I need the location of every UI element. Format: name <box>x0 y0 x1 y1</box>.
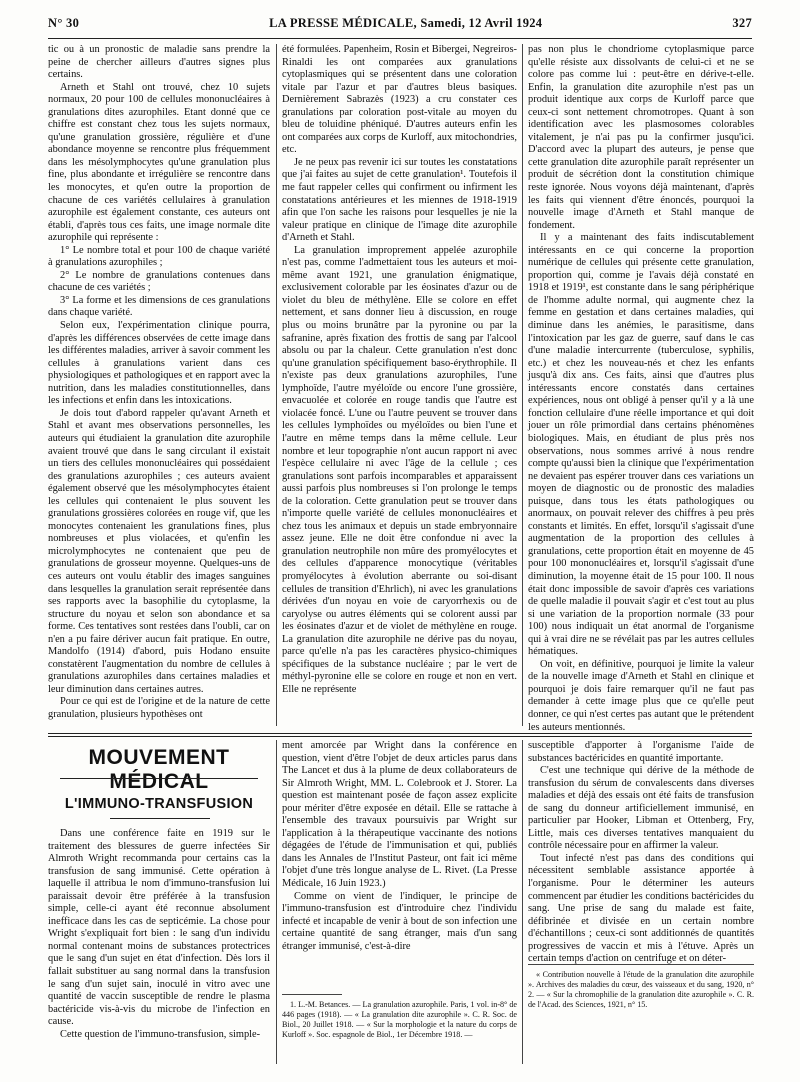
bottom-article-column-3 <box>528 740 754 965</box>
section-divider <box>48 733 752 734</box>
column-divider <box>276 740 277 1064</box>
bottom-article-column-1 <box>48 828 270 1064</box>
footnote-text: 1. L.-M. Betances. — La granulation azurophile. Paris, 1 vol. in-8° de 446 pages (1918). — « La granulation dite azurophile ». C. R. Soc. de Biol., 20 Juillet 1918. — « Sur la morphologie et la nature du corps de Kurloff ». Soc. espagnole de Biol., 1er Décembre 1918. — <box>282 1000 517 1040</box>
paragraph: susceptible d'apporter à l'organisme l'aide de substances bactéricides en quantité importante. <box>528 740 754 764</box>
paragraph: Je dois tout d'abord rappeler qu'avant Arneth et Stahl et avant mes observations personnelles, les auteurs qui étudiaient la granulation dite azurophile avaient trouvé que dans le sang circulant il existait un tiers des cellules mononucléaires qui possédaient des granulations azurophiles ; ces auteurs avaient également observé que les mésolymphocytes étaient les cellules qui contenaient le plus souvent les granulations grossières colorées en rouge vif, que les monocytes contenaient les granulations fines, plus nombreuses et plus violacées, et qu'enfin les microlymphocytes ne contenaient que peu de granulations de grosseur moyenne. Quelques-uns de ces auteurs ont voulu établir des images sanguines dans lesquelles la granulation serait représentée dans ses rapports avec la basophilie du cytoplasme, la structure du noyau et selon son abondance et sa forme. Ces tentatives sont restées dans l'oubli, car on n'en a pu faire dériver aucun fait pratique. En outre, Mandolfo (1914) d'abord, puis Hodano ensuite constatèrent l'augmentation du nombre de cellules à granulations azurophiles dans certaines maladies et leur diminution dans certaines autres. <box>48 407 270 695</box>
footnote <box>528 970 754 1060</box>
paragraph: pas non plus le chondriome cytoplasmique parce qu'elle résiste aux dissolvants de celui-ci et ne se colore pas comme lui : peut-être en dérive-t-elle. Enfin, la granulation dite azurophile n'est pas un produit identique aux corps de Kurloff parce que ceux-ci sont nettement chromotropes. Quant à son identification avec les plasmosomes colorables vitalement, je n'ai pas pu la confirmer jusqu'ici. D'accord avec la plupart des auteurs, je pense que cette granulation dite azurophile paraît représenter un produit de sécrétion dont la constitution chimique reste ignorée. Nous voyons déjà maintenant, d'après les faits qui viennent d'être énoncés, pourquoi la nouvelle image d'Arneth et Stahl manque de fondement. <box>528 44 754 231</box>
paragraph: Dans une conférence faite en 1919 sur le traitement des blessures de guerre infectées Sir Almroth Wright recommanda pour certains cas la transfusion de sang immunisé. Cette opération à laquelle il attribua le nom d'immuno-transfusion lui paraissait devoir être préférée à la transfusion simple, celle-ci ayant été reconnue absolument inefficace dans les cas de septicémie. La chose pour Wright s'expliquait fort bien : le sang d'un individu normal contenant moins de substances protectrices que le sang d'un sujet en état d'infection. Dès lors il fallait substituer au sang normal dans la transfusion le sang d'un sujet sain, inoculé in vitro avec une quantité de vaccin susceptible de rendre le plasma bactéricide vis-à-vis du microbe de l'infection en cause. <box>48 828 270 1028</box>
journal-title: LA PRESSE MÉDICALE, Samedi, 12 Avril 1924 <box>269 16 543 30</box>
title-rule <box>60 778 258 779</box>
running-head <box>48 16 752 36</box>
paragraph: 1° Le nombre total et pour 100 de chaque variété à granulations azurophiles ; <box>48 244 270 269</box>
paragraph: été formulées. Papenheim, Rosin et Bibergei, Negreiros-Rinaldi les ont comparées aux granulations cytoplasmiques qui se présentent dans une coloration vitale par l'azur et par d'autres bleus basiques. Dernièrement Sabrazès (1923) a cru constater ces granulations par coloration post-vitale au moyen du bleu de toluidine phéniqué. D'autres auteurs enfin les ont comparées aux corps de Kurloff, aux mitochondries, etc. <box>282 44 517 156</box>
paragraph: Cette question de l'immuno-transfusion, simple- <box>60 1028 261 1040</box>
footnote-text: « Contribution nouvelle à l'étude de la granulation dite azurophile ». Archives des maladies du cœur, des vaisseaux et du sang, 1920, n° 2. — « Sur la chromophilie de la granulation dite azurophile ». C. R. de l'Acad. des Sciences, 1921, n° 15. <box>528 970 754 1010</box>
paragraph: Pour ce qui est de l'origine et de la nature de cette granulation, plusieurs hypothèses ont <box>48 696 270 720</box>
column-divider <box>276 44 277 726</box>
top-article-column-3 <box>528 44 754 733</box>
paragraph: 2° Le nombre de granulations contenues dans chacune de ces variétés ; <box>48 269 270 294</box>
paragraph: Je ne peux pas revenir ici sur toutes les constatations que j'ai faites au sujet de cette granulation¹. Toutefois il me faut rappeler celles qui confirment ou infirment les constatations antérieures et les miennes de 1918-1919 afin que l'on sache les raisons pour lesquelles je nie la valeur pratique en clinique de l'image dite azurophile d'Arneth et Stahl. <box>282 156 517 244</box>
top-article-column-2 <box>282 44 517 724</box>
column-divider <box>522 44 523 726</box>
paragraph: ment amorcée par Wright dans la conférence en question, vient d'être l'objet de deux articles parus dans The Lancet et dus à la plume de deux collaborateurs de Sir Almroth Wright, MM. L. Colebrook et J. Storer. La question est maintenant posée de façon assez explicite pour mériter d'être exposée en détail. Elle se rattache à l'ensemble des travaux poursuivis par Wright sur l'application à la thérapeutique vaccinante des notions dégagées de l'étude de l'immunisation et qui, publiés dans les Annales de l'Institut Pasteur, ont fait ici même l'objet d'une très longue analyse de L. Rivet. (La Presse Médicale, 16 Juin 1923.) <box>282 740 517 890</box>
footnote-rule <box>282 994 342 995</box>
title-rule-short <box>110 818 210 819</box>
paragraph: Comme on vient de l'indiquer, le principe de l'immuno-transfusion est d'introduire chez l'individu infecté et incapable de venir à bout de son infection une certaine quantité de sang étranger, mais d'un sang étranger immunisé, c'est-à-dire <box>282 890 517 952</box>
paragraph: La granulation improprement appelée azurophile n'est pas, comme l'admettaient tous les auteurs et moi-même avant 1921, une granulation énigmatique, exclusivement colorable par les éosinates d'azur ou de violet du bleu de méthylène. Elle se colore en effet nettement, et sans donner lieu à discussion, en rouge plus ou moins brunâtre par la pyronine ou par la safranine, après fixation des frottis de sang par l'alcool absolu ou par la chaleur. Cette granulation n'est donc qu'une granulation spécifiquement baso-érythrophile. Il n'existe pas deux granulations azurophiles, l'une lymphoïde, l'autre myéloïde ou encore l'une grossière, envacuolée et colorée en rouge tandis que l'autre est violacée foncé. L'une ou l'autre peuvent se trouver dans les cellules lymphoïdes ou myéloïdes ou bien l'une et l'autre en même temps dans la même cellule. Leur nombre et leur topographie n'ont aucun rapport ni avec l'espèce cellulaire ni avec l'âge de la cellule ; ces granulations sont parfois incomparables et apparaissent aussi parfois plus nombreuses si l'on prolonge le temps de la coloration. Cette granulation peut se trouver dans n'importe quelle variété de cellules mononucléaires et chez tous les animaux et depuis un stade embryonnaire assez jeune. Elle ne doit être confondue ni avec la granulation neutrophile non mûre des promyélocytes et des cellules d'apparence monocytique (véritables promyélocytes à évolution aberrante ou soi-disant cellules de transition d'Ehrlich), ni avec les granulations dérivées d'un noyau en voie de caryorrhexis ou de caryolyse ou autres éléments qui se colorent aussi par les éosinates d'azur et de violet de méthylène en rouge. La granulation dite azurophile ne dérive pas du noyau, parce qu'elle n'a pas les caractères physico-chimiques spécifiques de la substance nucléaire ; par le vert de méthyl-pyronine elle se colore en rouge et non en vert. Elle ne représente <box>282 244 517 695</box>
footnote <box>282 1000 517 1060</box>
paragraph: tic ou à un pronostic de maladie sans prendre la peine de chercher ailleurs d'autres signes plus certains. <box>48 44 270 81</box>
column-divider <box>522 740 523 1064</box>
paragraph: 3° La forme et les dimensions de ces granulations dans chaque variété. <box>48 294 270 319</box>
section-title: MOUVEMENT MÉDICAL <box>88 746 230 793</box>
footnote-rule <box>528 964 754 965</box>
top-article-column-1 <box>48 44 270 724</box>
paragraph: On voit, en définitive, pourquoi je limite la valeur de la nouvelle image d'Arneth et Stahl en clinique et pourquoi je dois faire remarquer qu'il ne faut pas demander à cette image plus que ce qu'elle peut donner, ce qui n'est certes pas autant que le prétendent les auteurs mentionnés. <box>528 658 754 733</box>
section-divider <box>48 736 752 737</box>
paragraph: Arneth et Stahl ont trouvé, chez 10 sujets normaux, 20 pour 100 de cellules mononucléaires à granulations dites azurophiles. Etant donné que ce chiffre est constant chez tous les sujets normaux, qu'une granulation grossière, régulière et d'une abondance moyenne se rencontre plus fréquemment dans les mésolymphocytes qu'une granulation plus fine, plus abondante et irrégulière se rencontre dans les monocytes, et qu'en outre la proportion de chacune de ces variétés cellulaires à granulation azurophile est également constante, ces auteurs ont établi, d'après tous ces faits, une image normale dite azurophile qui représente : <box>48 81 270 244</box>
article-title: L'IMMUNO-TRANSFUSION <box>64 796 254 812</box>
page-number: 327 <box>732 16 752 30</box>
paragraph: Tout infecté n'est pas dans des conditions qui nécessitent semblable assistance apportée à l'organisme. Pour le déterminer les auteurs commencent par étudier les conditions bactéricides du sang. Une prise de sang du malade est faite, défibrinée et divisée en un certain nombre d'échantillons ; ceux-ci sont additionnés de quantités progressives de vaccin et mis à l'étuve. Après un certain temps d'action on centrifuge et on déter- <box>528 852 754 965</box>
issue-number: N° 30 <box>48 16 80 30</box>
paragraph: Il y a maintenant des faits indiscutablement intéressants en ce qui concerne la proportion numérique de cellules qui présente cette granulation, proportion qui, comme je l'avais déjà constaté en 1918 et 1919¹, est constante dans le sang périphérique de l'homme adulte normal, qui augmente chez la femme en gestation et dans certaines maladies, qui diminue dans les anémies, le parasitisme, dans l'intoxication par les gaz de guerre, sauf dans le cas d'une maladie intercurrente (tuberculose, syphilis, etc.) et chez les nouveau-nés et chez les enfants jusqu'à dix ans. Ces faits, ainsi que d'autres plus intéressants encore constatés dans certaines expériences, nous ont obligé à penser qu'il y a là une fonction cellulaire d'une réelle importance et qui doit jouer un rôle primordial dans certains phénomènes biologiques. Mais, en étudiant de plus près nos observations, nous sommes arrivé à nous rendre compte qu'aussi bien la clinique que l'expérimentation ne devaient pas espérer trouver dans ces variations un moyen de diagnostic ou de pronostic des maladies puisque, dans tous les états pathologiques ou anormaux, on pouvait relever des chiffres à peu près constants et limités. En effet, lorsqu'il s'agissait d'une augmentation de la proportion des cellules à granulations, cette proportion était en moyenne de 45 pour 100 mononucléaires et, lorsqu'il s'agissait d'une diminution, la moyenne était de 15 pour 100. Il nous était donc impossible de savoir d'après ces variations de quelle maladie il pouvait s'agir et c'est tout au plus si une variation de la proportion normale (33 pour 100) nous indiquait un état anormal de l'organisme qui à vrai dire ne se révélait pas par les autres cellules hématiques. <box>528 232 754 658</box>
header-rule <box>48 38 752 39</box>
paragraph: C'est une technique qui dérive de la méthode de transfusion du sérum de convalescents dans diverses maladies et déjà des essais ont été faits de transfusion de sang du donneur artificiellement immunisé, en particulier par Hooker, Libman et Ottenberg, Fry, Little, mais ces diverses tentatives manquaient du contrôle nécessaire pour en affirmer la valeur. <box>528 765 754 852</box>
paragraph: Selon eux, l'expérimentation clinique pourra, d'après les différences observées de cette image dans les différentes maladies, arriver à savoir comment les cellules à granulations varient dans ces physiologiques et pathologiques et en rapport avec la nutrition, dans les maladies constitutionnelles, dans les infections et enfin dans les intoxications. <box>48 320 270 407</box>
bottom-article-column-2 <box>282 740 517 986</box>
